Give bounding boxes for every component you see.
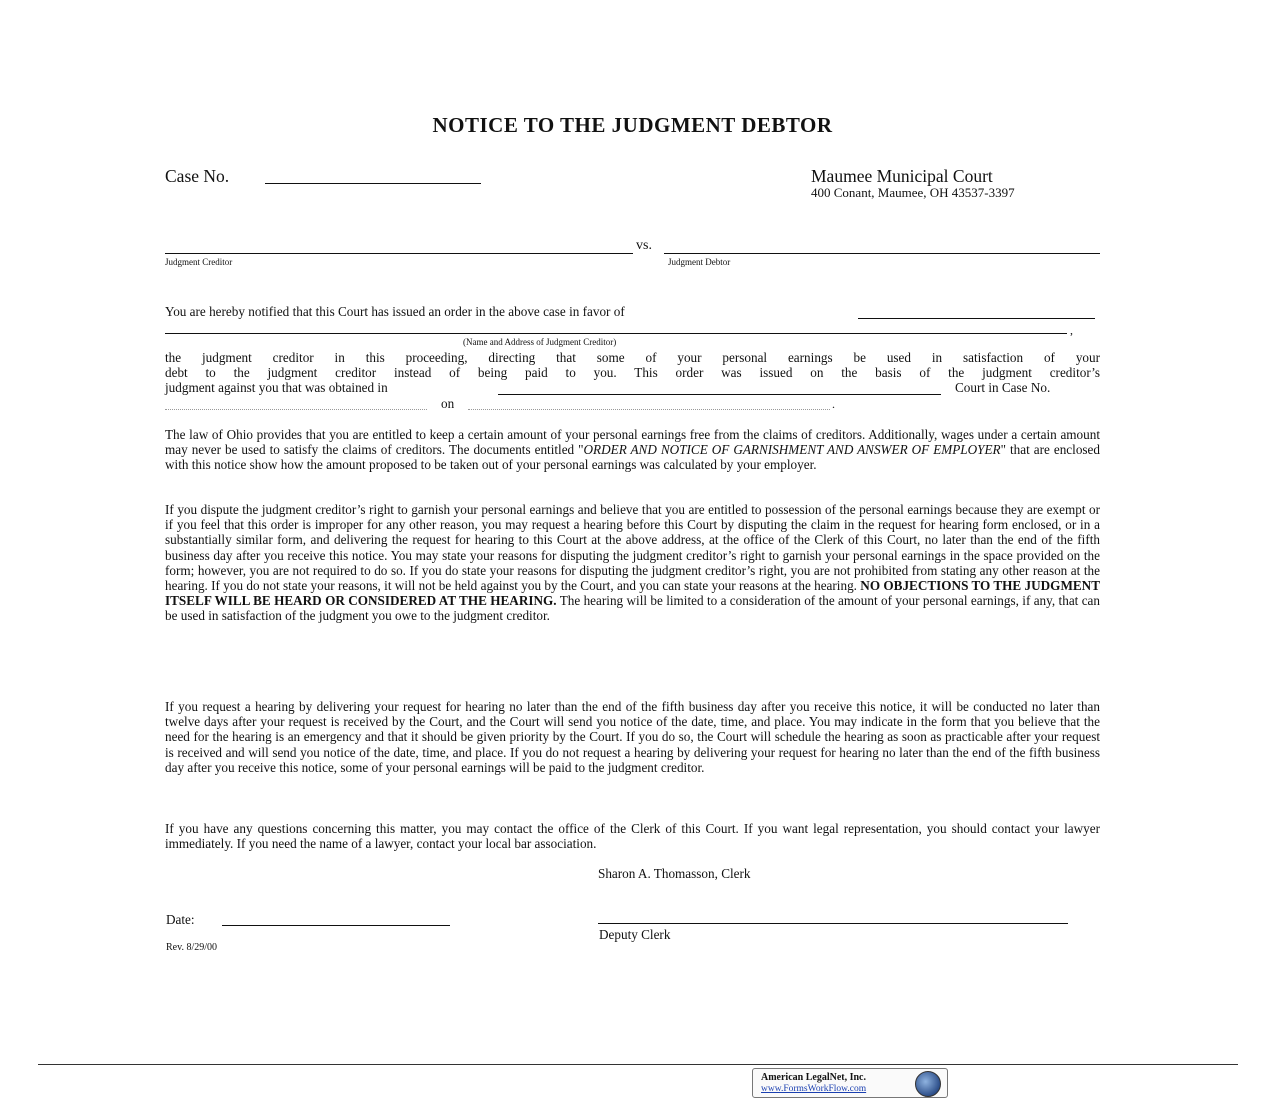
notice-line-2: debt to the judgment creditor instead of being paid to you. This order was issued on the basis of the judgment creditor’s xyxy=(165,365,1100,380)
paragraph-questions: If you have any questions concerning this matter, you may contact the office of the Clerk of this Court. If you want legal representation, you should contact your lawyer immediately. If you need the name of a lawyer, contact your local bar association. xyxy=(165,821,1100,852)
judgment-debtor-field[interactable] xyxy=(664,253,1100,254)
footer-rule xyxy=(38,1064,1238,1065)
judgment-creditor-caption: Judgment Creditor xyxy=(165,257,233,267)
notice-line-1: the judgment creditor in this proceeding, directing that some of your personal earnings be used in satisfaction of your xyxy=(165,350,1100,365)
case-number-field[interactable] xyxy=(265,183,481,184)
globe-icon xyxy=(915,1071,941,1097)
on-label: on xyxy=(441,396,455,411)
revision-date: Rev. 8/29/00 xyxy=(166,942,218,953)
american-legalnet-logo[interactable] xyxy=(752,1068,948,1098)
case-number-label: Case No. xyxy=(165,166,230,186)
notice-line-3-end: Court in Case No. xyxy=(955,380,1051,395)
logo-company: American LegalNet, Inc. xyxy=(761,1072,866,1083)
paragraph-ohio-law: The law of Ohio provides that you are entitled to keep a certain amount of your personal earnings free from the claims of creditors. Additionally, wages under a certain amount may never be used to satisfy the claims of creditors. The documents entitled "ORDER AND NOTICE OF GARNISHMENT AND ANSWER OF EMPLOYER" that are enclosed with this notice show how the amount proposed to be taken out of your personal earnings was calculated by your employer. xyxy=(165,427,1100,473)
judgment-debtor-caption: Judgment Debtor xyxy=(668,257,731,267)
date-label: Date: xyxy=(166,912,195,927)
judgment-creditor-field[interactable] xyxy=(165,253,633,254)
creditor-name-field[interactable] xyxy=(858,318,1095,319)
deputy-signature-field[interactable] xyxy=(598,923,1068,924)
logo-url[interactable]: www.FormsWorkFlow.com xyxy=(761,1084,867,1094)
court-address: 400 Conant, Maumee, OH 43537-3397 xyxy=(811,185,1015,200)
period-mark: . xyxy=(832,397,835,411)
paragraph-dispute: If you dispute the judgment creditor’s right to garnish your personal earnings and believe that you are entitled to possession of the personal earnings because they are exempt or if you feel that this order is improper for any other reason, you may request a hearing before this Court by disputing the claim in the request for hearing form enclosed, or in a substantially similar form, and delivering the request for hearing to this Court at the above address, at the office of the Clerk of this Court, no later than the end of the fifth business day after you receive this notice. You may state your reasons for disputing the judgment creditor’s right to garnish your personal earnings in the space provided on the form; however, you are not required to do so. If you do state your reasons for disputing the judgment creditor’s right, you are not prohibited from stating any other reason at the hearing. If you do not state your reasons, it will not be held against you by the Court, and you can state your reasons at the hearing. NO OBJECTIONS TO THE JUDGMENT ITSELF WILL BE HEARD OR CONSIDERED AT THE HEARING. The hearing will be limited to a consideration of the amount of your personal earnings, if any, that can be used in satisfaction of the judgment you owe to the judgment creditor. xyxy=(165,502,1101,624)
judgment-date-field[interactable] xyxy=(468,409,830,410)
court-name: Maumee Municipal Court xyxy=(811,166,993,186)
enclosed-documents-title: ORDER AND NOTICE OF GARNISHMENT AND ANSWER OF EMPLOYER xyxy=(583,442,1001,458)
notice-intro: You are hereby notified that this Court has issued an order in the above case in favor of xyxy=(165,304,625,319)
deputy-clerk-label: Deputy Clerk xyxy=(599,927,671,942)
date-field[interactable] xyxy=(222,925,450,926)
case-no-field[interactable] xyxy=(165,409,427,410)
court-name-field[interactable] xyxy=(498,394,941,395)
vs-label: vs. xyxy=(636,238,652,253)
no-objections-warning: NO OBJECTIONS TO THE JUDGMENT ITSELF WILL BE HEARD OR CONSIDERED AT THE HEARING. xyxy=(165,578,1101,609)
creditor-address-field[interactable] xyxy=(165,333,1067,334)
form-title: NOTICE TO THE JUDGMENT DEBTOR xyxy=(432,113,833,137)
name-address-caption: (Name and Address of Judgment Creditor) xyxy=(463,337,617,347)
paragraph-hearing: If you request a hearing by delivering your request for hearing no later than the end of the fifth business day after you receive this notice, it will be conducted no later than twelve days after your request is received by the Court, and the Court will send you notice of the date, time, and place. You may indicate in the form that you believe that the need for the hearing is an emergency and that it should be given priority by the Court. If you do so, the Court will schedule the hearing as soon as practicable after your request is received and will send you notice of the date, time, and place. If you do not request a hearing by delivering your request for hearing no later than the end of the fifth business day after you receive this notice, some of your personal earnings will be paid to the judgment creditor. xyxy=(165,699,1100,775)
notice-line-3-start: judgment against you that was obtained in xyxy=(165,380,388,395)
clerk-name: Sharon A. Thomasson, Clerk xyxy=(598,866,751,881)
comma-mark: , xyxy=(1070,323,1073,337)
